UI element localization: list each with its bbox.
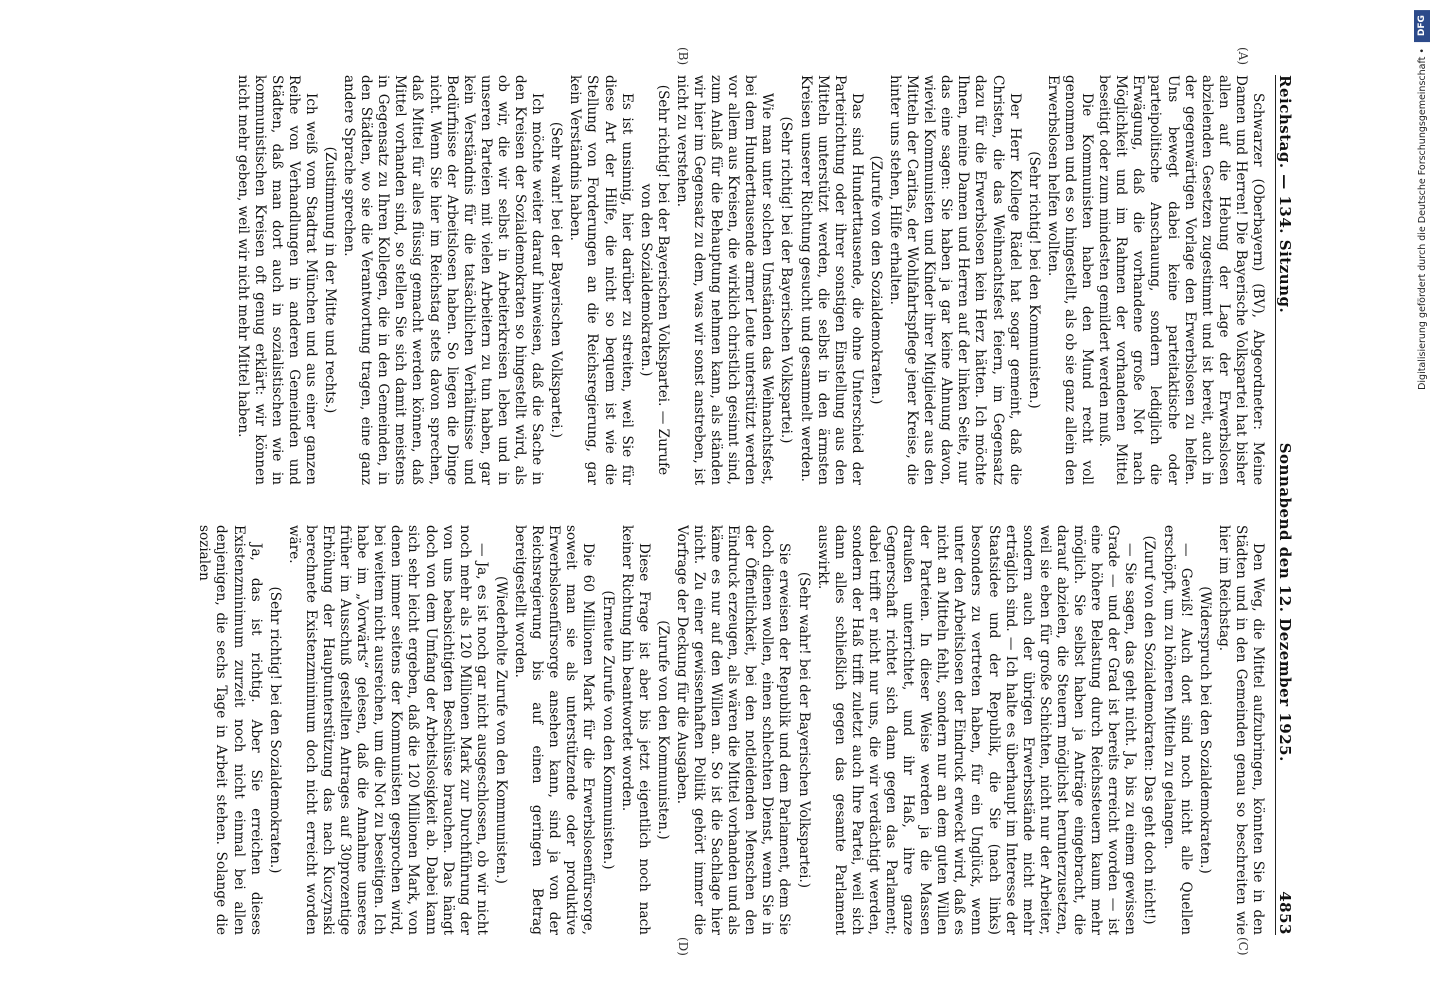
interjection: (Sehr richtig! bei der Bayerischen Volkspartei. — Zurufe von den Sozialdemokraten.) [637,84,671,476]
paragraph: Die Kommunisten haben den Mund recht voll genommen und es so hingestellt, als ob sie ganz allein den Erwerbslosen helfen wollten. [1044,75,1096,485]
margin-marker-a: (A) [1236,47,1250,66]
paragraph: Ich weiß vom Stadtrat München und aus einer ganzen Reihe von Verhandlungen in anderen Gemeinden und Städten, daß man dort auch in sozialistischen wie in kommunistischen Kreisen oft genug erklärt: wir können nicht mehr geben, weil wir nicht mehr Mittel haben. [234,75,319,485]
interjection: (Sehr richtig! bei den Kommunisten.) [1025,151,1042,409]
header-center: Sonnabend den 12. Dezember 1925. [1276,442,1294,762]
interjection: (Sehr wahr! bei der Bayerischen Volkspartei.) [795,571,812,889]
paragraph: Die 60 Millionen Mark für die Erwerbslosenfürsorge, soweit man sie als unterstützende oder produktive Erwerbslosenfürsorge ansehen kann, sind ja von der Reichsregierung bis auf einen geringen Betrag bereitgestellt worden. [512,525,597,935]
interjection: (Zuruf von den Sozialdemokraten: Das geht doch nicht!) [1141,535,1158,925]
interjection: (Widerspruch bei den Sozialdemokraten.) [1196,586,1213,874]
interjection: (Sehr wahr! bei der Bayerischen Volkspartei.) [548,121,565,439]
paragraph: Das sind Hunderttausende, die ohne Unterschied der Parteirichtung oder ihrer sonstigen Einstellung aus den Mitteln unterstützt werden, die selbst in den ärmsten Kreisen unserer Richtung gesucht und gesammelt werden. [797,75,865,485]
paragraph: Ich möchte weiter darauf hinweisen, daß die Sache in den Kreisen der Sozialdemokraten so hingestellt wird, als ob wir, die wir selbst in Arbeiterkreisen leben und in unseren Parteien mit vielen Arbeitern zu tun haben, gar kein Verständnis für die tatsächlichen Verhältnisse und Bedürfnisse der Arbeitslosen haben. So liegen die Dinge nicht. Wenn Sie hier im Reichstag stets davon sprechen, daß Mittel für alles flüssig gemacht werden können, daß Mittel vorhanden sind, so stellen Sie sich damit meistens in Gegensatz zu Ihren Kollegen, die in den Gemeinden, in den Städten, wo sie die Verantwortung tragen, eine ganz andere Sprache sprechen. [341,75,546,485]
interjection: (Zurufe von den Sozialdemokraten.) [867,155,884,405]
paragraph: — Gewiß! Auch dort sind noch nicht alle Quellen erschöpft, um zu höheren Mitteln zu gelangen. [1160,525,1194,935]
paragraph: Sie erweisen der Republik und dem Parlament, dem Sie doch dienen wollen, einen schlechten Dienst, wenn Sie in der Öffentlichkeit, bei den notleidenden Menschen den Eindruck erzeugen, als wären die Mittel vorhanden und als käme es nur auf den Willen an. So ist die Sachlage hier nicht. Zu einer gewissenhaften Politik gehört immer die Vorfrage der Deckung für die Ausgaben. [673,525,793,935]
dfg-logo: DFG [1414,10,1430,42]
interjection: (Sehr richtig! bei den Sozialdemokraten.) [266,586,283,874]
margin-marker-b: (B) [676,47,690,66]
page-header [1275,75,1310,935]
interjection: (Sehr richtig! bei der Bayerischen Volkspartei.) [778,116,795,444]
paragraph: Der Herr Kollege Rädel hat sogar gemeint, daß die Christen, die das Weihnachtsfest feiern, im Gegensatz dazu für die Erwerbslosen kein Herz hätten. Ich möchte Ihnen, meine Damen und Herren auf der linken Seite, nur das eine sagen: Sie haben ja gar keine Ahnung davon, wieviel Kommunisten und Kinder ihrer Mitglieder aus den Mitteln der Caritas, der Wohlfahrtspflege jener Kreise, die hinter uns stehen, Hilfe erhalten. [887,75,1023,485]
interjection: (Erneute Zurufe von den Kommunisten.) [599,590,616,870]
right-column [126,525,1266,935]
interjection: (Zustimmung in der Mitte und rechts.) [322,146,339,414]
paragraph: Ja, das ist richtig. Aber Sie erreichen dieses Existenzminimum zurzeit noch nicht einmal bei allen denjenigen, die sechs Tage in Arbeit stehen. Solange die sozialen [196,525,264,935]
paragraph: Wie man unter solchen Umständen das Weihnachtsfest, bei dem Hunderttausende armer Leute unterstützt werden vor allem aus Kreisen, die wirklich christlich gesinnt sind, zum Anlaß für die Behauptung nehmen kann, als ständen wir hier im Gegensatz zu dem, was wir sonst anstreben, ist nicht zu verstehen. [673,75,776,485]
left-column [126,75,1266,485]
interjection: (Wiederholte Zurufe von den Kommunisten.) [492,576,509,884]
document-page [120,47,1310,956]
paragraph: Es ist unsinnig, hier darüber zu streiten, weil Sie für diese Art der Hilfe, die nicht so bequem ist wie die Stellung von Forderungen an die Reichsregierung, gar kein Verständnis haben. [567,75,635,485]
paragraph: — Sie sagen, das geht nicht. Ja, bis zu einem gewissen Grade — und der Grad ist bereits erreicht worden — ist eine höhere Belastung durch Reichssteuern kaum mehr möglich. Sie selbst haben ja Anträge eingebracht, die darauf abzielen, die Steuern möglichst herunterzusetzen, weil sie eben für große Schichten, nicht nur der Arbeiter, sondern auch der übrigen Erwerbsstände nicht mehr erträglich sind. — Ich halte es überhaupt im Interesse der Staatsidee und der Republik, die Sie (nach links) besonders zu vertreten haben, für ein Unglück, wenn unter den Arbeitslosen der Eindruck erweckt wird, daß es nicht an Mitteln fehlt, sondern nur an dem guten Willen der Parteien. In dieser Weise werden ja die Massen draußen unterrichtet, und ihr Haß, ihre ganze Gegnerschaft richtet sich dann gegen das Parlament; dabei trifft er nicht nur uns, die wir verdächtigt werden, sondern der Haß trifft zuletzt auch Ihre Partei, weil sich dann alles schließlich gegen das gesamte Parlament auswirkt. [814,525,1139,935]
margin-marker-c: (C) [1236,937,1250,956]
digitization-stamp [1412,10,1432,390]
page-number: 4853 [1276,891,1294,935]
paragraph: Den Weg, die Mittel aufzubringen, könnten Sie in den Städten und in den Gemeinden genau so beschreiten wie hier im Reichstag. [1215,525,1266,935]
margin-marker-d: (D) [676,937,690,956]
digitization-note: Digitalisierung gefördert durch die Deutsche Forschungsgemeinschaft • [1416,48,1428,390]
paragraph: Diese Frage ist aber bis jetzt eigentlich noch nach keiner Richtung hin beantwortet worden. [618,525,652,935]
interjection: (Zurufe von den Kommunisten.) [654,620,671,840]
paragraph: — Ja, es ist noch gar nicht ausgeschlossen, ob wir nicht noch mehr als 120 Millionen Mark zur Durchführung der von uns beabsichtigten Beschlüsse brauchen. Das hängt doch von dem Umfang der Arbeitslosigkeit ab. Dabei kann sich sehr leicht ergeben, daß die 120 Millionen Mark, von denen immer seitens der Kommunisten gesprochen wird, bei weitem nicht ausreichen, um die Not zu beseitigen. Ich habe im „Vorwärts“ gelesen, daß die Annahme unseres früher im Ausschuß gestellten Antrages auf 30prozentige Erhöhung der Hauptunterstützung das nach Kuczynski berechnete Existenzminimum doch nicht erreicht worden wäre. [285,525,490,935]
paragraph: Schwarzer (Oberbayern) (BV), Abgeordneter: Meine Damen und Herren! Die Bayerische Volkspartei hat bisher allen auf die Hebung der Lage der Erwerbslosen abzielenden Gesetzen zugestimmt und ist bereit, auch in der gegenwärtigen Vorlage den Erwerbslosen zu helfen. Uns bewegt dabei keine parteitaktische oder parteipolitische Anschauung, sondern lediglich die Erwägung, daß die vorhandene große Not nach Möglichkeit und im Rahmen der vorhandenen Mittel beseitigt oder zum mindesten gemildert werden muß. [1096,75,1266,485]
header-left: Reichstag. — 134. Sitzung. [1276,75,1294,314]
